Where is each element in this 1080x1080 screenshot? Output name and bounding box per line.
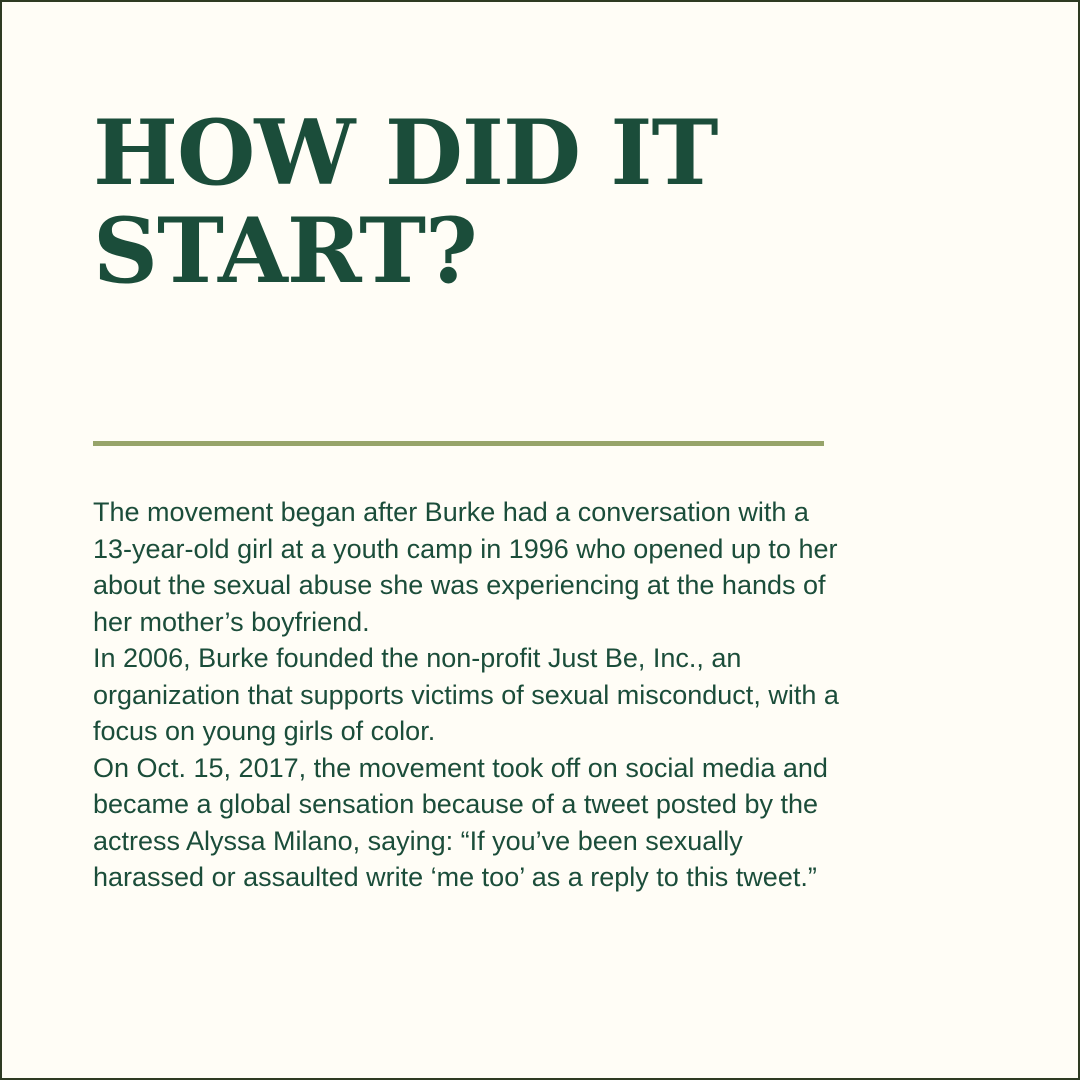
slide-card [2, 2, 1078, 1078]
paragraph-nonprofit: In 2006, Burke founded the non-profit Just Be, Inc., an organization that supports victims of sexual misconduct, with a focus on young girls of color. [93, 643, 839, 746]
paragraph-social-media: On Oct. 15, 2017, the movement took off on social media and became a global sensation because of a tweet posted by the actress Alyssa Milano, saying: “If you’ve been sexually harassed or assaulted write ‘me too’ as a reply to this tweet.” [93, 752, 828, 892]
paragraph-origin: The movement began after Burke had a conversation with a 13-year-old girl at a youth camp in 1996 who opened up to her about the sexual abuse she was experiencing at the hands of her mother’s boyfriend. [93, 497, 838, 637]
title-line-2: START? [93, 198, 477, 304]
page-title [93, 100, 913, 304]
divider-line [93, 441, 824, 446]
body-text [93, 494, 853, 896]
title-line-1: HOW DID IT [93, 100, 718, 206]
